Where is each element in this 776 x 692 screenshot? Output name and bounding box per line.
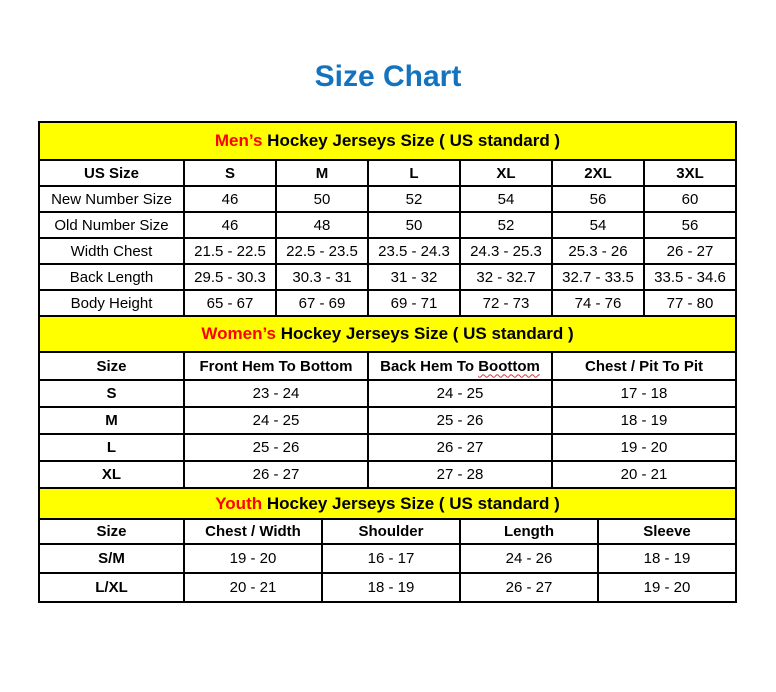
table-cell: 65 - 67 (184, 290, 276, 316)
table-row (39, 212, 736, 238)
table-cell: 16 - 17 (322, 544, 460, 573)
table-row (39, 544, 736, 573)
table-cell: 31 - 32 (368, 264, 460, 290)
page-title: Size Chart (314, 60, 462, 93)
table-cell: 56 (552, 186, 644, 212)
header-cell: Shoulder (322, 519, 460, 544)
table-row (39, 461, 736, 488)
header-cell: S (184, 160, 276, 186)
row-label: Width Chest (39, 238, 184, 264)
table-cell: 54 (460, 186, 552, 212)
table-cell: 18 - 19 (598, 544, 736, 573)
table-cell: 23.5 - 24.3 (368, 238, 460, 264)
header-cell: US Size (39, 160, 184, 186)
header-cell (368, 352, 552, 380)
banner-text: Hockey Jerseys Size ( US standard ) (266, 493, 560, 513)
row-label: S (39, 380, 184, 407)
table-cell: 24 - 25 (184, 407, 368, 434)
table-cell: 17 - 18 (552, 380, 736, 407)
table-cell: 54 (552, 212, 644, 238)
table-cell: 23 - 24 (184, 380, 368, 407)
table-header-row (39, 160, 736, 186)
table-row (39, 488, 736, 519)
table-cell: 19 - 20 (184, 544, 322, 573)
table-row (39, 264, 736, 290)
row-label: M (39, 407, 184, 434)
row-label: L (39, 434, 184, 461)
table-cell: 69 - 71 (368, 290, 460, 316)
header-cell: XL (460, 160, 552, 186)
table-cell: 32.7 - 33.5 (552, 264, 644, 290)
table-cell: 60 (644, 186, 736, 212)
size-tables-container (38, 121, 735, 603)
mens-size-table (38, 121, 737, 317)
table-cell: 26 - 27 (460, 573, 598, 602)
table-cell: 30.3 - 31 (276, 264, 368, 290)
table-row (39, 573, 736, 602)
table-cell: 19 - 20 (552, 434, 736, 461)
table-cell: 50 (276, 186, 368, 212)
table-row (39, 380, 736, 407)
youth-size-table (38, 487, 737, 603)
table-cell: 74 - 76 (552, 290, 644, 316)
header-cell: Chest / Pit To Pit (552, 352, 736, 380)
table-cell: 33.5 - 34.6 (644, 264, 736, 290)
table-cell: 26 - 27 (644, 238, 736, 264)
table-row (39, 316, 736, 352)
womens-section-banner (39, 316, 736, 352)
table-row (39, 290, 736, 316)
table-row (39, 434, 736, 461)
table-cell: 26 - 27 (368, 434, 552, 461)
header-cell: 2XL (552, 160, 644, 186)
table-header-row (39, 519, 736, 544)
table-cell: 46 (184, 186, 276, 212)
header-cell: Chest / Width (184, 519, 322, 544)
table-cell: 20 - 21 (184, 573, 322, 602)
row-label: Old Number Size (39, 212, 184, 238)
misspelled-word: Boottom (478, 357, 540, 375)
table-header-row (39, 352, 736, 380)
header-cell: Size (39, 352, 184, 380)
banner-text: Hockey Jerseys Size ( US standard ) (267, 131, 561, 150)
table-cell: 24 - 26 (460, 544, 598, 573)
table-cell: 29.5 - 30.3 (184, 264, 276, 290)
row-label: L/XL (39, 573, 184, 602)
table-cell: 24.3 - 25.3 (460, 238, 552, 264)
table-cell: 18 - 19 (552, 407, 736, 434)
banner-text: Hockey Jerseys Size ( US standard ) (280, 324, 574, 343)
table-cell: 22.5 - 23.5 (276, 238, 368, 264)
table-row (39, 238, 736, 264)
banner-highlight: Women’s (201, 324, 276, 343)
header-cell: L (368, 160, 460, 186)
table-cell: 52 (368, 186, 460, 212)
table-cell: 50 (368, 212, 460, 238)
womens-size-table (38, 315, 737, 489)
table-cell: 27 - 28 (368, 461, 552, 488)
table-cell: 25.3 - 26 (552, 238, 644, 264)
header-cell: Size (39, 519, 184, 544)
table-cell: 32 - 32.7 (460, 264, 552, 290)
table-row (39, 186, 736, 212)
row-label: S/M (39, 544, 184, 573)
header-cell: M (276, 160, 368, 186)
table-row (39, 407, 736, 434)
row-label: XL (39, 461, 184, 488)
table-cell: 24 - 25 (368, 380, 552, 407)
table-cell: 56 (644, 212, 736, 238)
youth-section-banner (39, 488, 736, 519)
table-cell: 18 - 19 (322, 573, 460, 602)
banner-highlight: Men’s (214, 131, 263, 150)
table-cell: 52 (460, 212, 552, 238)
table-cell: 26 - 27 (184, 461, 368, 488)
table-cell: 25 - 26 (184, 434, 368, 461)
table-cell: 72 - 73 (460, 290, 552, 316)
table-cell: 77 - 80 (644, 290, 736, 316)
banner-highlight: Youth (215, 493, 263, 513)
table-cell: 48 (276, 212, 368, 238)
row-label: Back Length (39, 264, 184, 290)
table-cell: 19 - 20 (598, 573, 736, 602)
row-label: New Number Size (39, 186, 184, 212)
header-cell: 3XL (644, 160, 736, 186)
row-label: Body Height (39, 290, 184, 316)
table-cell: 21.5 - 22.5 (184, 238, 276, 264)
mens-section-banner (39, 122, 736, 160)
table-cell: 46 (184, 212, 276, 238)
table-cell: 25 - 26 (368, 407, 552, 434)
header-cell: Length (460, 519, 598, 544)
header-text: Back Hem To (380, 357, 475, 375)
table-cell: 20 - 21 (552, 461, 736, 488)
header-cell: Front Hem To Bottom (184, 352, 368, 380)
header-cell: Sleeve (598, 519, 736, 544)
table-cell: 67 - 69 (276, 290, 368, 316)
table-row (39, 122, 736, 160)
